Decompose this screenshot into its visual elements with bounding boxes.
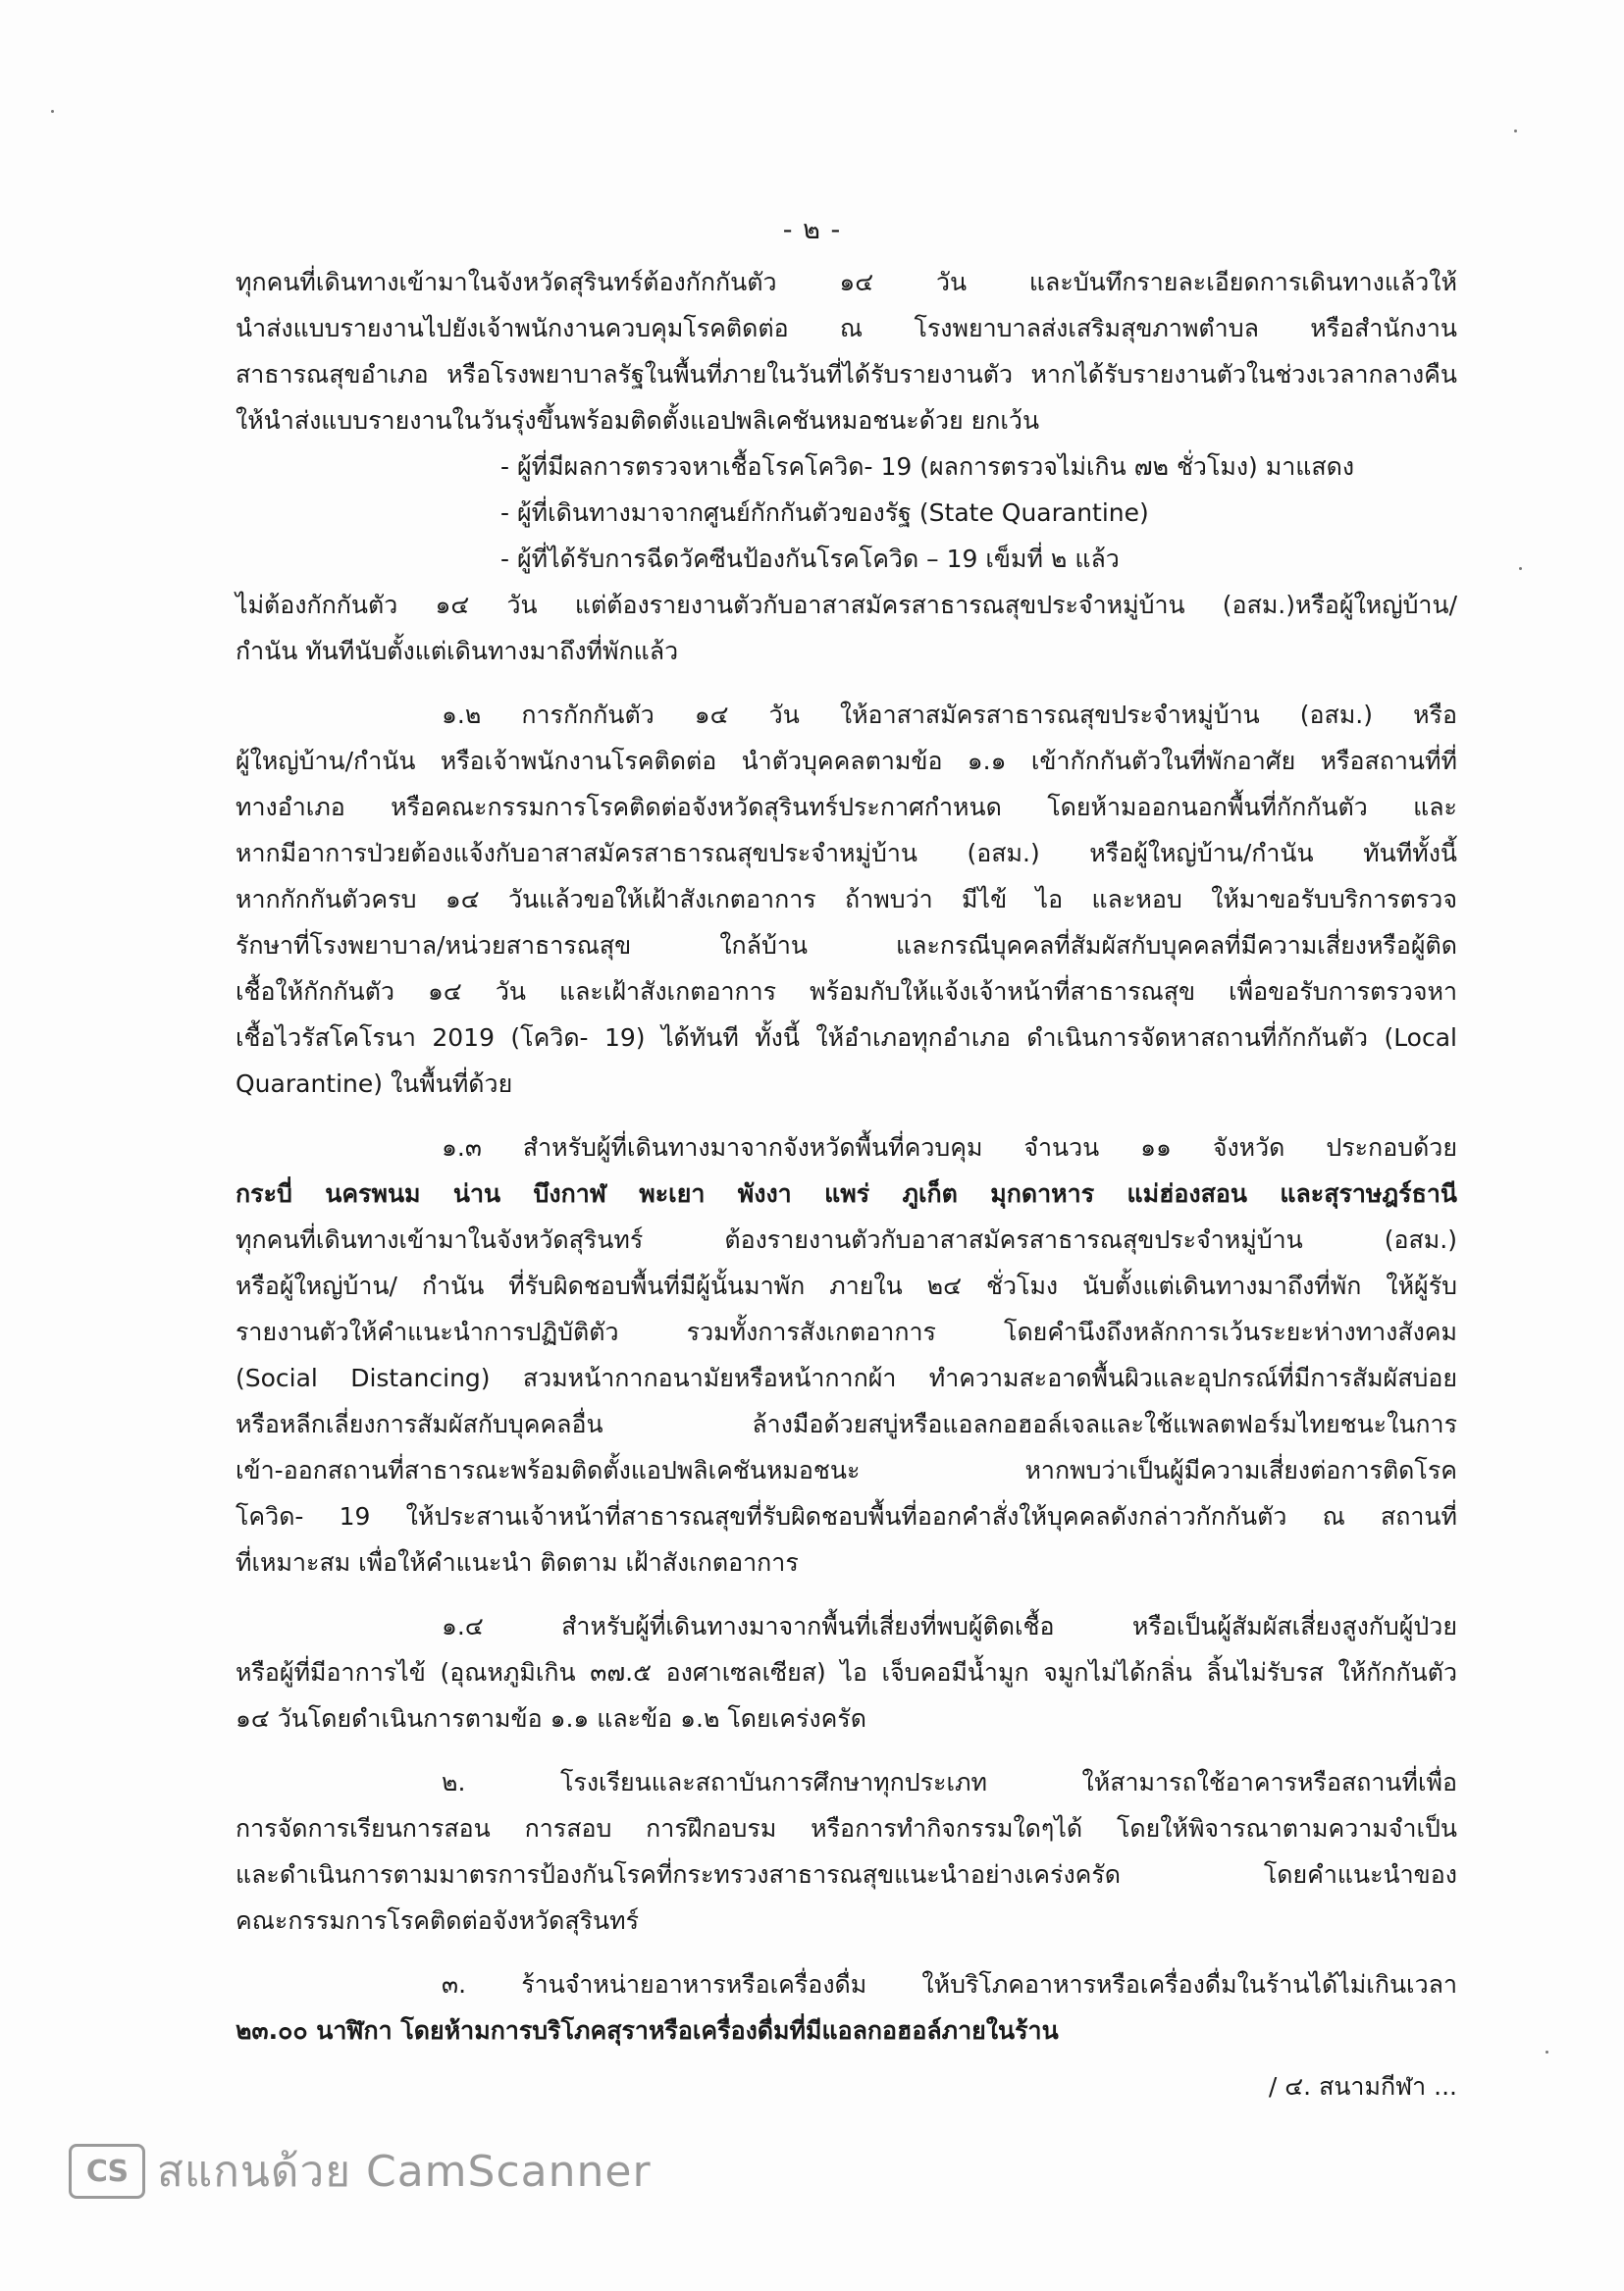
section-1-2 [236, 692, 1457, 1107]
text-line: หากกักกันตัวครบ ๑๔ วันแล้วขอให้เฝ้าสังเกตอาการ ถ้าพบว่า มีไข้ ไอ และหอบ ให้มาขอรับบริการตรวจ [236, 885, 1457, 913]
scan-speck [1545, 2051, 1548, 2054]
text-line: ทางอำเภอ หรือคณะกรรมการโรคติดต่อจังหวัดสุรินทร์ประกาศกำหนด โดยห้ามออกนอกพื้นที่กักกันตัว และ [236, 793, 1457, 821]
text-line: รายงานตัวให้คำแนะนำการปฏิบัติตัว รวมทั้งการสังเกตอาการ โดยคำนึงถึงหลักการเว้นระยะห่างทางสังคม [236, 1318, 1457, 1346]
text-line: และดำเนินการตามมาตรการป้องกันโรคที่กระทรวงสาธารณสุขแนะนำอย่างเคร่งครัด โดยคำแนะนำของ [236, 1860, 1457, 1889]
text-line: เชื้อให้กักกันตัว ๑๔ วัน และเฝ้าสังเกตอาการ พร้อมกับให้แจ้งเจ้าหน้าที่สาธารณสุข เพื่อขอรับการตรวจหา [236, 977, 1457, 1006]
scan-speck [1519, 567, 1522, 570]
text-line: เชื้อไวรัสโคโรนา 2019 (โควิด- 19) ได้ทันที ทั้งนี้ ให้อำเภอทุกอำเภอ ดำเนินการจัดหาสถานที่กักกันตัว (Local [236, 1023, 1457, 1052]
text-line: ให้นำส่งแบบรายงานในวันรุ่งขึ้นพร้อมติดตั้งแอปพลิเคชันหมอชนะด้วย ยกเว้น [236, 406, 1040, 435]
paragraph-1-1-ending [236, 582, 1457, 674]
text-line: หรือผู้ใหญ่บ้าน/ กำนัน ที่รับผิดชอบพื้นที่มีผู้นั้นมาพัก ภายใน ๒๔ ชั่วโมง นับตั้งแต่เดินทางมาถึงที่พัก ให้ผู้รับ [236, 1272, 1457, 1300]
text-line: ไม่ต้องกักกันตัว ๑๔ วัน แต่ต้องรายงานตัวกับอาสาสมัครสาธารณสุขประจำหมู่บ้าน (อสม.)หรือผู้ใหญ่บ้าน/ [236, 591, 1457, 619]
exemption-list [236, 443, 1457, 582]
document-body [236, 259, 1457, 2109]
text-line: การจัดการเรียนการสอน การสอบ การฝึกอบรม หรือการทำกิจกรรมใดๆได้ โดยให้พิจารณาตามความจำเป็น [236, 1814, 1457, 1843]
text-line: ๑.๓ สำหรับผู้ที่เดินทางมาจากจังหวัดพื้นที่ควบคุม จำนวน ๑๑ จังหวัด ประกอบด้วย [442, 1133, 1457, 1162]
text-line: ที่เหมาะสม เพื่อให้คำแนะนำ ติดตาม เฝ้าสังเกตอาการ [236, 1548, 799, 1577]
section-1-4 [236, 1603, 1457, 1742]
text-line: ๓. ร้านจำหน่ายอาหารหรือเครื่องดื่ม ให้บริโภคอาหารหรือเครื่องดื่มในร้านได้ไม่เกินเวลา [442, 1970, 1457, 1999]
exemption-item: - ผู้ที่ได้รับการฉีดวัคซีนป้องกันโรคโควิด – 19 เข็มที่ ๒ แล้ว [500, 545, 1120, 573]
text-line: (Social Distancing) สวมหน้ากากอนามัยหรือหน้ากากผ้า ทำความสะอาดพื้นผิวและอุปกรณ์ที่มีการสัมผัสบ่อย [236, 1364, 1457, 1392]
text-line: รักษาที่โรงพยาบาล/หน่วยสาธารณสุข ใกล้บ้าน และกรณีบุคคลที่สัมผัสกับบุคคลที่มีความเสี่ยงหรือผู้ติด [236, 931, 1457, 960]
camscanner-logo-icon: CS [69, 2144, 145, 2199]
scan-speck [1514, 130, 1517, 132]
section-3 [236, 1961, 1457, 2054]
text-line: หากมีอาการป่วยต้องแจ้งกับอาสาสมัครสาธารณสุขประจำหมู่บ้าน (อสม.) หรือผู้ใหญ่บ้าน/กำนัน ทันทีทั้งนี้ [236, 839, 1457, 867]
text-line: ๒. โรงเรียนและสถาบันการศึกษาทุกประเภท ให้สามารถใช้อาคารหรือสถานที่เพื่อ [442, 1768, 1457, 1796]
text-line: คณะกรรมการโรคติดต่อจังหวัดสุรินทร์ [236, 1906, 640, 1935]
paragraph-1-1-continued [236, 259, 1457, 443]
text-line: สาธารณสุขอำเภอ หรือโรงพยาบาลรัฐในพื้นที่ภายในวันที่ได้รับรายงานตัว หากได้รับรายงานตัวในช่วงเวลากลางคืน [236, 360, 1457, 389]
section-1-3 [236, 1124, 1457, 1586]
province-list: กระบี่ นครพนม น่าน บึงกาฬ พะเยา พังงา แพร่ ภูเก็ต มุกดาหาร แม่ฮ่องสอน และสุราษฎร์ธานี [236, 1179, 1457, 1208]
text-line: นำส่งแบบรายงานไปยังเจ้าพนักงานควบคุมโรคติดต่อ ณ โรงพยาบาลส่งเสริมสุขภาพตำบล หรือสำนักงาน [236, 314, 1457, 342]
text-line: หรือหลีกเลี่ยงการสัมผัสกับบุคคลอื่น ล้างมือด้วยสบู่หรือแอลกอฮอล์เจลและใช้แพลตฟอร์มไทยชนะในการ [236, 1410, 1457, 1438]
text-line: เข้า-ออกสถานที่สาธารณะพร้อมติดตั้งแอปพลิเคชันหมอชนะ หากพบว่าเป็นผู้มีความเสี่ยงต่อการติดโรค [236, 1456, 1457, 1484]
text-line: หรือผู้ที่มีอาการไข้ (อุณหภูมิเกิน ๓๗.๕ องศาเซลเซียส) ไอ เจ็บคอมีน้ำมูก จมูกไม่ได้กลิ่น ลิ้นไม่รับรส ให้กักกันตัว [236, 1658, 1457, 1687]
text-line: Quarantine) ในพื้นที่ด้วย [236, 1069, 513, 1098]
exemption-item: - ผู้ที่เดินทางมาจากศูนย์กักกันตัวของรัฐ (State Quarantine) [500, 498, 1149, 527]
continuation-note: / ๔. สนามกีฬา ... [1268, 2072, 1457, 2101]
text-line: โควิด- 19 ให้ประสานเจ้าหน้าที่สาธารณสุขที่รับผิดชอบพื้นที่ออกคำสั่งให้บุคคลดังกล่าวกักกันตัว ณ สถานที่ [236, 1502, 1457, 1531]
scan-speck [51, 110, 54, 113]
text-line: ๑.๒ การกักกันตัว ๑๔ วัน ให้อาสาสมัครสาธารณสุขประจำหมู่บ้าน (อสม.) หรือ [442, 701, 1457, 729]
watermark-text: สแกนด้วย CamScanner [157, 2147, 652, 2197]
exemption-item: - ผู้ที่มีผลการตรวจหาเชื้อโรคโควิด- 19 (ผลการตรวจไม่เกิน ๗๒ ชั่วโมง) มาแสดง [500, 452, 1355, 481]
text-line: ๑๔ วันโดยดำเนินการตามข้อ ๑.๑ และข้อ ๑.๒ โดยเคร่งครัด [236, 1704, 866, 1733]
text-line: ทุกคนที่เดินทางเข้ามาในจังหวัดสุรินทร์ต้องกักกันตัว ๑๔ วัน และบันทึกรายละเอียดการเดินทางแล้วให้ [236, 268, 1457, 296]
text-line: ๒๓.๐๐ นาฬิกา โดยห้ามการบริโภคสุราหรือเครื่องดื่มที่มีแอลกอฮอล์ภายในร้าน [236, 2016, 1059, 2045]
text-line: ๑.๔ สำหรับผู้ที่เดินทางมาจากพื้นที่เสี่ยงที่พบผู้ติดเชื้อ หรือเป็นผู้สัมผัสเสี่ยงสูงกับผู้ป่วย [442, 1612, 1457, 1640]
text-line: ทุกคนที่เดินทางเข้ามาในจังหวัดสุรินทร์ ต้องรายงานตัวกับอาสาสมัครสาธารณสุขประจำหมู่บ้าน (อสม.) [236, 1225, 1457, 1254]
text-line: กำนัน ทันทีนับตั้งแต่เดินทางมาถึงที่พักแล้ว [236, 637, 679, 665]
page-number: - ๒ - [782, 215, 842, 245]
text-line: ผู้ใหญ่บ้าน/กำนัน หรือเจ้าพนักงานโรคติดต่อ นำตัวบุคคลตามข้อ ๑.๑ เข้ากักกันตัวในที่พักอาศัย หรือสถานที่ที่ [236, 747, 1457, 775]
section-2 [236, 1759, 1457, 1944]
camscanner-watermark [69, 2137, 652, 2206]
